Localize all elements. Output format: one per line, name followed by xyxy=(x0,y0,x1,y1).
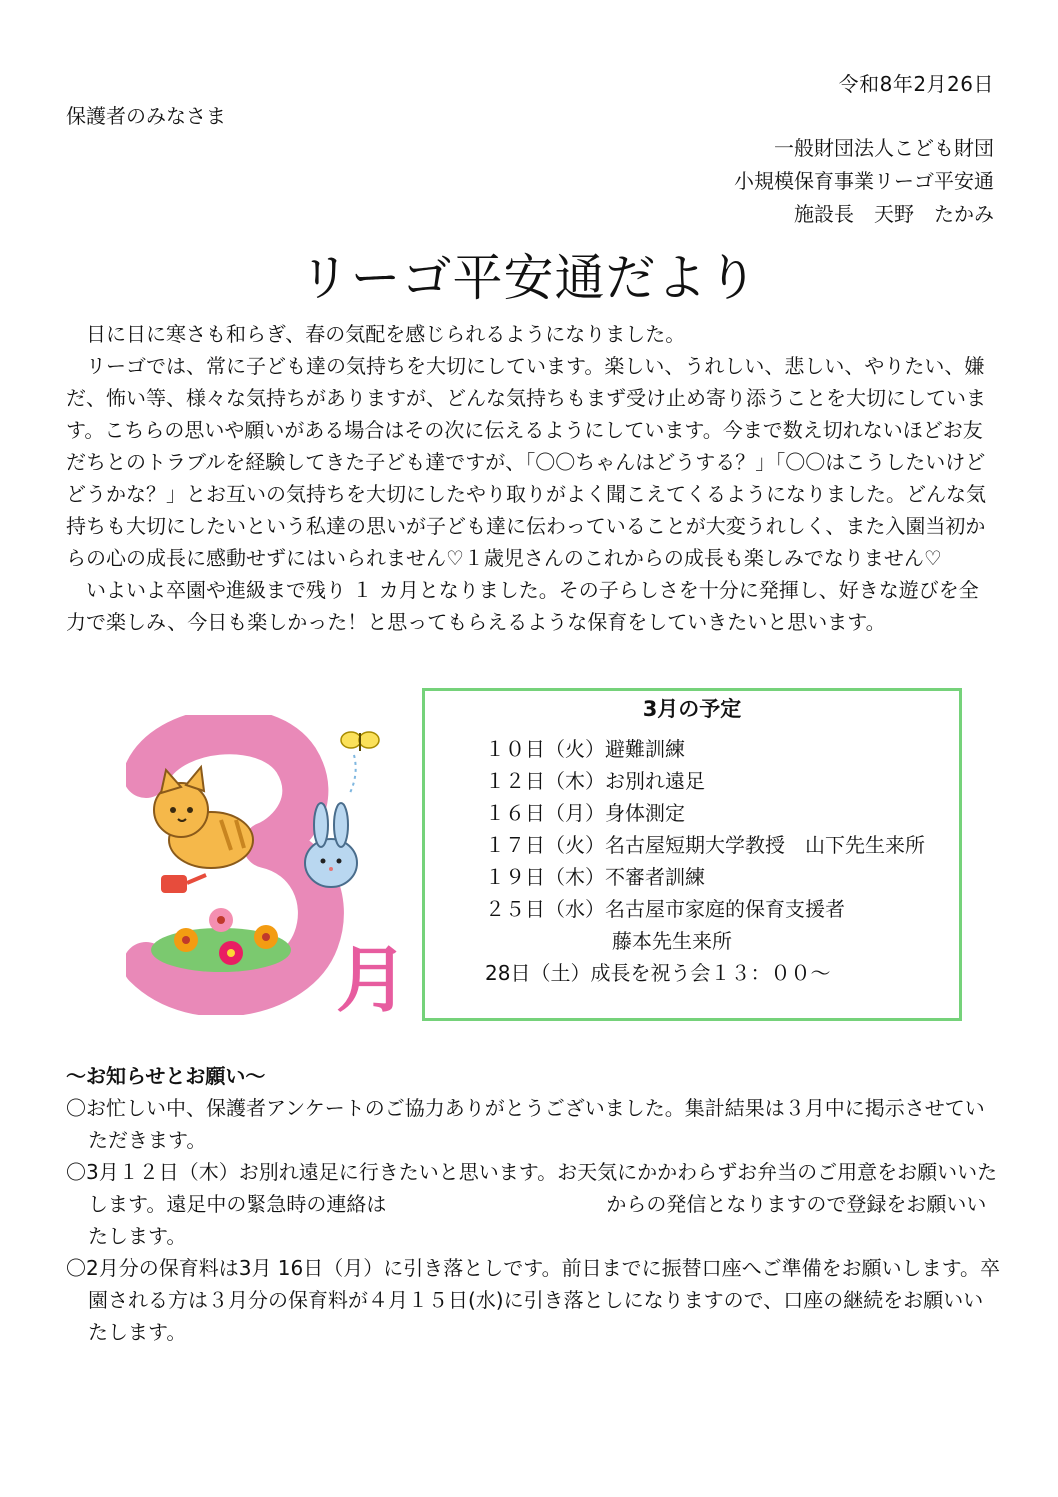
watering-can-icon xyxy=(161,875,206,893)
notices-heading: ～お知らせとお願い～ xyxy=(66,1064,266,1088)
schedule-item-continuation: 藤本先生来所 xyxy=(612,929,732,953)
cat-icon xyxy=(154,767,253,868)
intro-paragraph-3: いよいよ卒園や進級まで残り １ カ月となりました。その子らしさを十分に発揮し、好きな遊びを全力で楽しみ、今日も楽しかった！と思ってもらえるような保育をしていきたいと思います。 xyxy=(66,578,979,634)
schedule-item: １６日（月）身体測定 xyxy=(485,801,685,825)
butterfly-icon xyxy=(341,732,379,795)
flowers-icon xyxy=(151,908,291,972)
intro-text xyxy=(66,318,996,638)
march-illustration xyxy=(126,715,416,1015)
facility-name: 小規模保育事業リーゴ平安通 xyxy=(734,169,994,193)
organization-block xyxy=(734,132,994,231)
schedule-item: １７日（火）名古屋短期大学教授 山下先生来所 xyxy=(485,833,925,857)
issue-date: 令和8年2月26日 xyxy=(838,72,994,96)
schedule-list xyxy=(485,733,925,989)
intro-paragraph-2: リーゴでは、常に子ども達の気持ちを大切にしています。楽しい、うれしい、悲しい、やりたい、嫌だ、怖い等、様々な気持ちがありますが、どんな気持ちもまず受け止め寄り添うことを大切にしています。こちらの思いや願いがある場合はその次に伝えるようにしています。今まで数え切れないほどお友だちとのトラブルを経験してきた子ども達ですが、「〇〇ちゃんはどうする？」「〇〇はこうしたいけどどうかな？」とお互いの気持ちを大切にしたやり取りがよく聞こえてくるようになりました。どんな気持ちも大切にしたいという私達の思いが子ども達に伝わっていることが大変うれしく、また入園当初からの心の成長に感動せずにはいられません♡１歳児さんのこれからの成長も楽しみでなりません♡ xyxy=(66,354,986,570)
page-title: リーゴ平安通だより xyxy=(299,249,759,307)
intro-paragraph-1: 日に日に寒さも和らぎ、春の気配を感じられるようになりました。 xyxy=(86,322,686,346)
notice-item-2: 〇3月１２日（木）お別れ遠足に行きたいと思います。お天気にかかわらずお弁当のご用意をお願いいたします。遠足中の緊急時の連絡は からの発信となりますので登録をお願いいたします。 xyxy=(66,1160,998,1248)
notices-section xyxy=(66,1060,1001,1348)
director-name: 施設長 天野 たかみ xyxy=(794,202,994,226)
schedule-item: 28日（土）成長を祝う会１３：００～ xyxy=(485,961,831,985)
month-character: 月 xyxy=(336,938,409,1015)
schedule-box xyxy=(422,688,962,1021)
schedule-item: １２日（木）お別れ遠足 xyxy=(485,769,705,793)
schedule-item: １０日（火）避難訓練 xyxy=(485,737,685,761)
addressee: 保護者のみなさま xyxy=(66,104,226,128)
org-name: 一般財団法人こども財団 xyxy=(774,136,994,160)
notice-item-3: 〇2月分の保育料は3月 16日（月）に引き落としです。前日までに振替口座へご準備をお願いします。卒園される方は３月分の保育料が４月１５日(水)に引き落としになりますので、口座の継続をお願いいたします。 xyxy=(66,1256,1001,1344)
schedule-title: 3月の予定 xyxy=(642,697,742,721)
notice-item-1: 〇お忙しい中、保護者アンケートのご協力ありがとうございました。集計結果は３月中に掲示させていただきます。 xyxy=(66,1096,985,1152)
schedule-item: １９日（木）不審者訓練 xyxy=(485,865,705,889)
schedule-item: ２５日（水）名古屋市家庭的保育支援者 xyxy=(485,897,845,921)
